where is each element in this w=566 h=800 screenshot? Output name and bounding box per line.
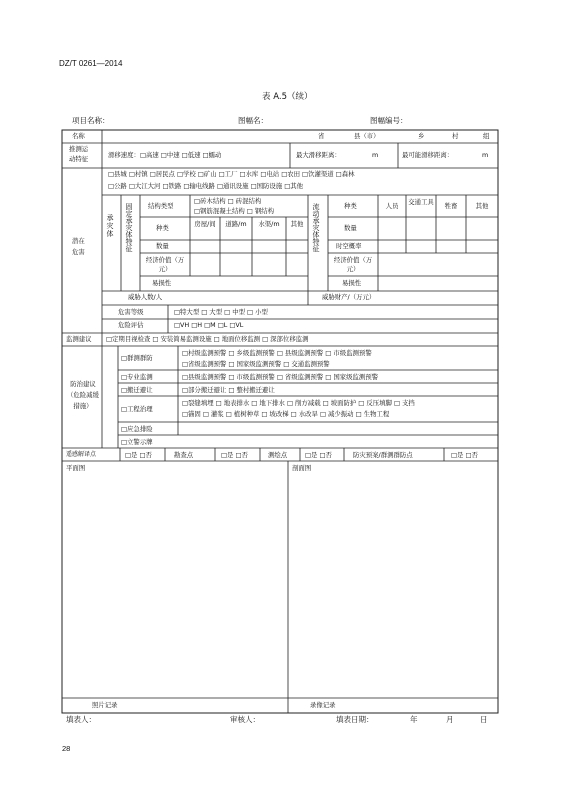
standard-code: DZ/T 0261—2014 — [59, 59, 123, 68]
group-monitoring-checkbox[interactable]: □群测群防 — [121, 354, 153, 362]
remote-sensing-label: 遥感解译点 — [66, 451, 97, 458]
spatiotemporal-label: 时空概率 — [336, 242, 362, 250]
disaster-plan-label: 防灾预案/群测群防点 — [353, 451, 413, 459]
group-monitoring-options-2[interactable]: □省级监测预警 □ 国家级监测预警 □ 交通监测预警 — [182, 360, 330, 368]
prevention-label-2: （危险减缓 — [67, 391, 99, 399]
slide-speed-options[interactable]: 滑移速度：□高速 □中速 □低速 □蠕动 — [108, 151, 222, 159]
motion-label-2: 动特征 — [69, 155, 89, 163]
fixed-category-label: 种类 — [156, 224, 169, 232]
risk-assessment-label: 危险评估 — [118, 321, 144, 329]
mobile-category-label: 种类 — [344, 202, 357, 210]
max-distance-unit: m — [372, 151, 379, 159]
page-number: 28 — [62, 744, 71, 753]
mapping-point-label: 测绘点 — [268, 451, 288, 459]
month-label: 月 — [446, 715, 454, 724]
hazard-level-label: 危害等级 — [118, 308, 144, 316]
structure-options-1[interactable]: □砖木结构 □ 砖混结构 — [194, 197, 262, 205]
relocation-options[interactable]: □部分搬迁避让 □ 整村搬迁避让 — [182, 386, 275, 394]
emergency-checkbox[interactable]: □应急排险 — [121, 425, 153, 433]
carrier-label: 承灾体 — [106, 214, 114, 238]
section-view-label: 剖面图 — [292, 464, 312, 472]
survey-point-label: 勘查点 — [174, 451, 194, 459]
mobile-economic-label: 经济价值（万元） — [333, 256, 373, 273]
col-canals: 水渠/m — [258, 220, 280, 228]
threat-people-label: 威胁人数/人 — [128, 293, 163, 301]
fixed-vulnerability-label: 易损性 — [152, 279, 172, 287]
pro-monitoring-options[interactable]: □县级监测预警 □ 市级监测预警 □ 省级监测预警 □ 国家级监测预警 — [182, 373, 379, 381]
mobile-quantity-label: 数量 — [344, 224, 357, 232]
mobile-col-other: 其他 — [475, 202, 489, 210]
hazard-objects-line2[interactable]: □公路 □大江大河 □铁路 □输电线路 □通讯设施 □国防设施 □其他 — [108, 182, 304, 190]
filler-label: 填表人： — [66, 715, 96, 724]
fixed-quantity-label: 数量 — [156, 242, 169, 250]
warning-sign-checkbox[interactable]: □立警示牌 — [121, 438, 153, 446]
engineering-checkbox[interactable]: □工程治理 — [121, 405, 153, 413]
map-name-label: 图幅名： — [238, 116, 268, 125]
date-label: 填表日期： — [336, 715, 374, 724]
video-record-label: 录像记录 — [310, 701, 336, 709]
col-houses: 房屋/间 — [194, 220, 216, 228]
county-label: 县（市） — [354, 132, 380, 140]
max-distance-label: 最大滑移距离： — [296, 151, 341, 159]
village-label: 村 — [452, 132, 459, 140]
max-possible-unit: m — [482, 151, 489, 159]
hazard-level-options[interactable]: □特大型 □ 大型 □ 中型 □ 小型 — [174, 308, 268, 316]
table-title: 表 A.5（续） — [262, 92, 313, 102]
disaster-plan-options[interactable]: □是 □否 — [451, 451, 478, 459]
township-label: 乡 — [418, 132, 425, 140]
structure-type-label: 结构类型 — [148, 202, 174, 210]
mobile-carrier-label: 流动承灾体特征 — [312, 203, 320, 252]
mapping-point-options[interactable]: □是 □否 — [305, 451, 332, 459]
fixed-carrier-label: 固定承灾体特征 — [125, 203, 133, 252]
province-label: 省 — [318, 132, 325, 140]
map-number-label: 图幅编号： — [370, 116, 408, 125]
day-label: 日 — [480, 715, 488, 724]
prevention-label-3: 措施） — [73, 402, 93, 410]
hazard-label: 潜在 — [72, 237, 85, 245]
survey-point-options[interactable]: □是 □否 — [221, 451, 248, 459]
structure-options-2[interactable]: □钢筋混凝土结构 □ 钢结构 — [194, 207, 275, 215]
reviewer-label: 审核人： — [230, 715, 260, 724]
col-other: 其他 — [290, 220, 304, 228]
mobile-col-vehicles: 交通工具 — [408, 198, 434, 206]
mobile-col-people: 人员 — [385, 202, 399, 210]
motion-label: 推测运 — [69, 145, 89, 153]
group-label: 组 — [483, 132, 490, 140]
engineering-options-2[interactable]: □锚固 □ 灌浆 □ 植树种草 □ 坡改梯 □ 水改旱 □ 减少振动 □ 生物工程 — [182, 410, 390, 418]
group-monitoring-options-1[interactable]: □村级监测预警 □ 乡级监测预警 □ 县级监测预警 □ 市级监测预警 — [182, 349, 372, 357]
hazard-label-2: 危害 — [72, 248, 85, 256]
prevention-label: 防治建议 — [70, 380, 96, 388]
monitoring-options[interactable]: □定期目视检查 □ 安装简易监测设施 □ 地面位移监测 □ 深部位移监测 — [106, 335, 309, 343]
engineering-options-1[interactable]: □裂缝填埋 □ 地表排水 □ 地下排水 □ 削方减载 □ 坡面防护 □ 反压填脚 □ 支挡 — [182, 399, 415, 407]
name-label: 名称 — [72, 132, 85, 140]
project-name-label: 项目名称： — [72, 116, 110, 125]
monitoring-label: 监测建议 — [66, 335, 92, 343]
fixed-economic-label: 经济价值（万元） — [145, 256, 185, 273]
plan-view-label: 平面图 — [66, 464, 86, 472]
photo-record-label: 照片记录 — [92, 701, 118, 709]
risk-assessment-options[interactable]: □VH □H □M □L □VL — [174, 321, 244, 329]
col-roads: 道路/m — [225, 220, 247, 228]
threat-property-label: 威胁财产/（万元） — [322, 293, 376, 301]
pro-monitoring-checkbox[interactable]: □专业监测 — [121, 373, 153, 381]
mobile-vulnerability-label: 易损性 — [342, 279, 362, 287]
hazard-objects-line1[interactable]: □县城 □村镇 □居民点 □学校 □矿山 □工厂 □水库 □电站 □农田 □饮灌渠道 □森林 — [108, 170, 355, 178]
remote-sensing-options[interactable]: □是 □否 — [125, 451, 152, 459]
relocation-checkbox[interactable]: □搬迁避让 — [121, 386, 153, 394]
max-possible-label: 最可能滑移距离： — [402, 151, 454, 159]
year-label: 年 — [410, 715, 418, 724]
mobile-col-livestock: 牲畜 — [444, 202, 458, 210]
